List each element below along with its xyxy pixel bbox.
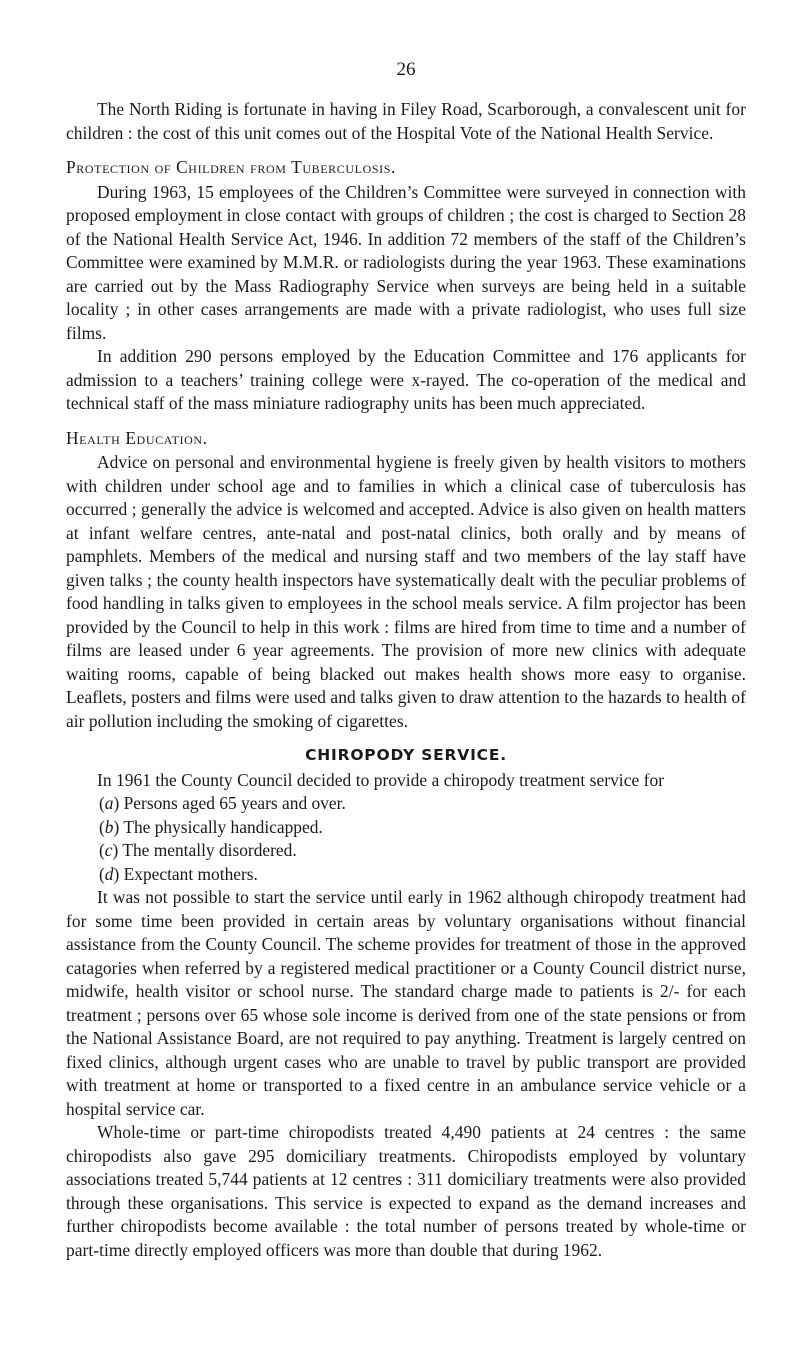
- list-item-label: a: [104, 793, 114, 813]
- list-item: (c) The mentally disordered.: [99, 840, 297, 860]
- protection-paragraph-1: During 1963, 15 employees of the Children’s Committee were surveyed in connection with proposed employment in close contact with groups of children ; the cost is charged to Section 28 of the National Health Service Act, 1946. In addition 72 members of the staff of the Children’s Committee were examined by M.M.R. or radiologists during the year 1963. These examinations are carried out by the Mass Radiography Service when surveys are being held in a suitable locality ; in other cases arrangements are made with a private radiologist, who uses full size films.: [66, 181, 746, 343]
- list-item-text: The mentally disordered.: [122, 840, 297, 860]
- list-item-text: Persons aged 65 years and over.: [123, 793, 346, 813]
- list-item: (b) The physically handicapped.: [99, 816, 323, 837]
- chiropody-paragraph-2: Whole-time or part-time chiropodists treated 4,490 patients at 24 centres : the same chiropodists also gave 295 domiciliary treatments. Chiropodists employed by voluntary associations treated 5,744 patients at 12 centres : 311 domiciliary treatments were also provided through these organisations. This service is expected to expand as the demand increases and further chiropodists become available : the total number of persons treated by whole-time or part-time directly employed officers was more than double that during 1962.: [66, 1122, 746, 1260]
- chiropody-categories-list: [66, 792, 746, 886]
- health-education-section: [66, 427, 746, 734]
- list-item-label: d: [104, 863, 114, 884]
- protection-heading: Protection of Children from Tuberculosis.: [66, 157, 396, 177]
- chiropody-intro: In 1961 the County Council decided to provide a chiropody treatment service for: [97, 769, 665, 790]
- page-number: 26: [396, 59, 416, 80]
- intro-paragraph: The North Riding is fortunate in having in Filey Road, Scarborough, a convalescent unit for children : the cost of this unit comes out of the Hospital Vote of the National Health Service.: [66, 99, 746, 143]
- list-item: (a) Persons aged 65 years and over.: [99, 793, 346, 813]
- protection-paragraph-2: In addition 290 persons employed by the Education Committee and 176 applicants for admission to a teachers’ training college were x-rayed. The co-operation of the medical and technical staff of the mass miniature radiography units has been much appreciated.: [66, 346, 746, 413]
- chiropody-paragraph-1: It was not possible to start the service until early in 1962 although chiropody treatment had for some time been provided in certain areas by voluntary organisations without financial assistance from the County Council. The scheme provides for treatment of those in the approved catagories when referred by a registered medical practitioner or a County Council district nurse, midwife, health visitor or school nurse. The standard charge made to patients is 2/- for each treatment ; persons over 65 whose sole income is derived from one of the state pensions or from the National Assistance Board, are not required to pay anything. Treatment is largely centred on fixed clinics, although urgent cases who are unable to travel by public transport are provided with treatment at home or transported to a fixed centre in an ambulance service vehicle or a hospital service car.: [66, 887, 746, 1119]
- chiropody-heading: CHIROPODY SERVICE.: [305, 746, 507, 764]
- health-education-paragraph: Advice on personal and environmental hygiene is freely given by health visitors to mothers with children under school age and to families in which a clinical case of tuberculosis has occurred ; generally the advice is welcomed and accepted. Advice is also given on health matters at infant welfare centres, ante-natal and post-natal clinics, both orally and by means of pamphlets. Members of the medical and nursing staff and two members of the lay staff have given talks ; the county health inspectors have systematically dealt with the peculiar problems of food handling in talks given to employees in the school meals service. A film projector has been provided by the Council to help in this work : films are hired from time to time and a number of films are leased under 6 year agreements. The provision of more new clinics with adequate waiting rooms, capable of being blacked out makes health shows more easy to organise. Leaflets, posters and films were used and talks given to draw attention to the hazards to health of air pollution including the smoking of cigarettes.: [66, 452, 746, 731]
- health-education-heading: Health Education.: [66, 427, 208, 448]
- protection-section: [66, 156, 746, 416]
- list-item-text: Expectant mothers.: [123, 863, 258, 884]
- list-item: (d) Expectant mothers.: [99, 863, 258, 884]
- list-item-label: b: [104, 816, 114, 837]
- list-item-label: c: [104, 840, 113, 860]
- document-page: [66, 58, 746, 1262]
- chiropody-section: [66, 744, 746, 1262]
- list-item-text: The physically handicapped.: [123, 816, 323, 837]
